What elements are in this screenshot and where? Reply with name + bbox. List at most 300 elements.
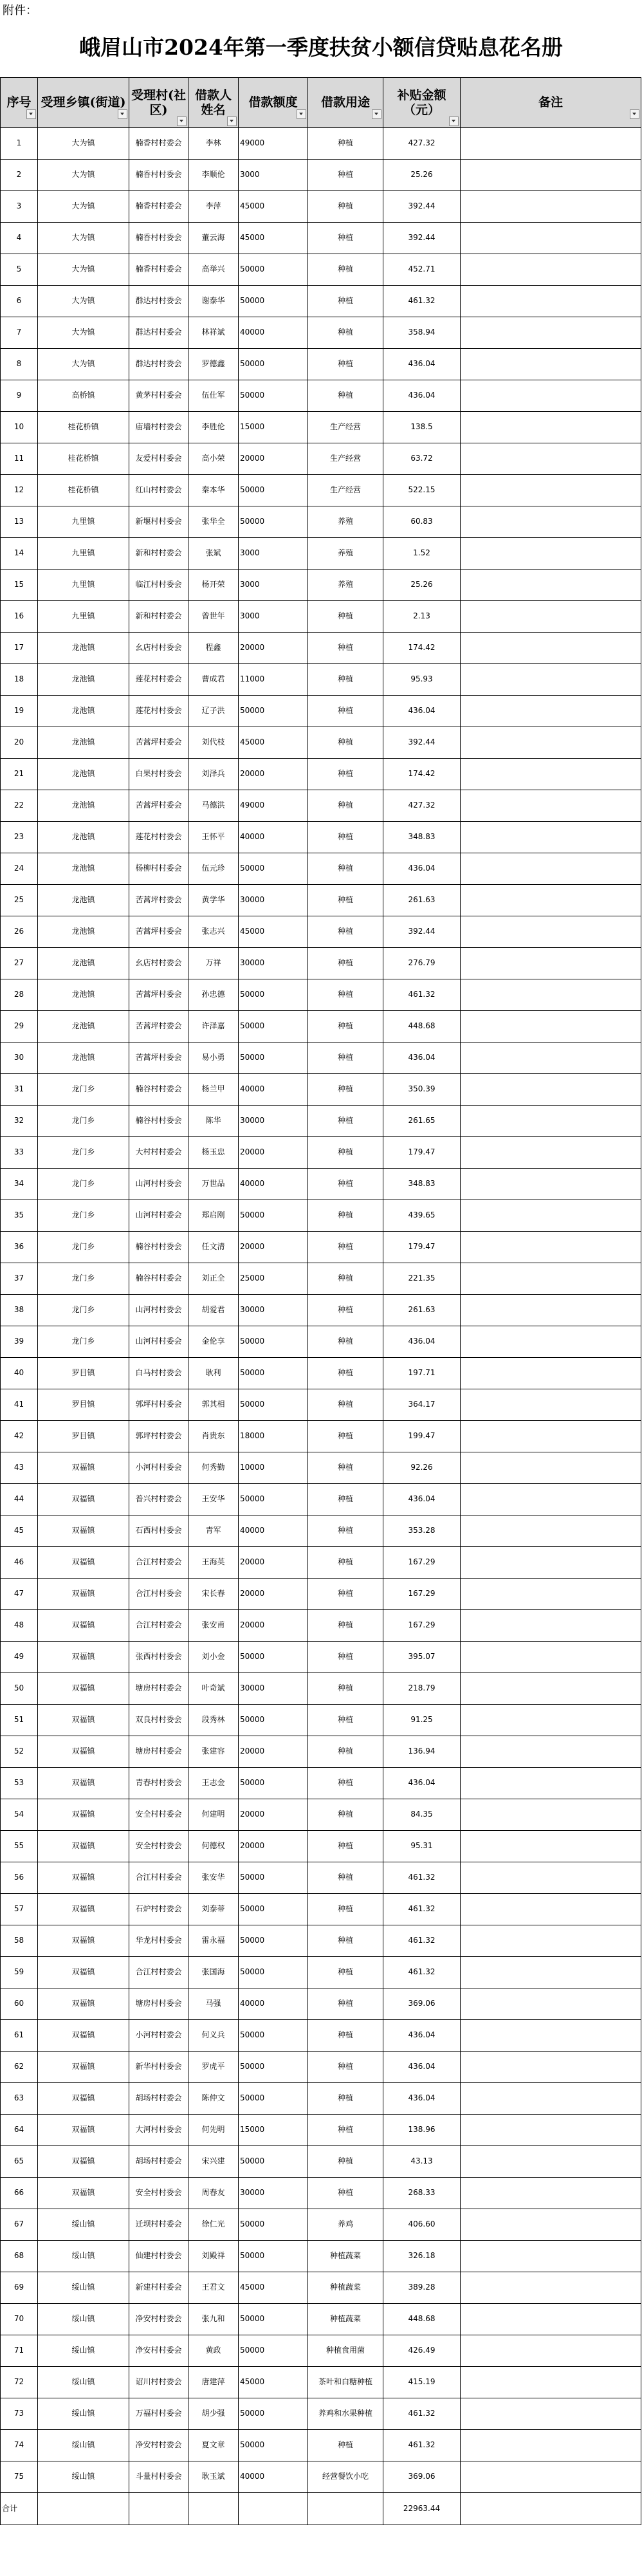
purpose-cell[interactable]: 种植: [308, 759, 383, 790]
loan-amount-cell[interactable]: 45000: [239, 727, 308, 759]
loan-amount-cell[interactable]: 18000: [239, 1421, 308, 1452]
seq-cell[interactable]: 65: [1, 2146, 38, 2178]
village-cell[interactable]: 胡场村村委会: [129, 2083, 188, 2115]
seq-cell[interactable]: 56: [1, 1862, 38, 1894]
purpose-cell[interactable]: 生产经营: [308, 443, 383, 475]
purpose-cell[interactable]: 种植: [308, 1074, 383, 1106]
remark-cell[interactable]: [461, 696, 641, 727]
loan-amount-cell[interactable]: 40000: [239, 317, 308, 349]
remark-cell[interactable]: [461, 1988, 641, 2020]
town-cell[interactable]: 桂花桥镇: [38, 443, 129, 475]
loan-amount-cell[interactable]: 50000: [239, 696, 308, 727]
remark-cell[interactable]: [461, 885, 641, 916]
borrower-name-cell[interactable]: 李顺伦: [188, 160, 239, 191]
town-cell[interactable]: 双福镇: [38, 2115, 129, 2146]
town-cell[interactable]: 绥山镇: [38, 2398, 129, 2430]
town-cell[interactable]: 龙门乡: [38, 1295, 129, 1326]
village-cell[interactable]: 合江村村委会: [129, 1547, 188, 1579]
subsidy-cell[interactable]: 392.44: [383, 916, 461, 948]
loan-amount-cell[interactable]: 50000: [239, 380, 308, 412]
seq-cell[interactable]: 53: [1, 1768, 38, 1799]
header-amount[interactable]: 借款额度: [239, 78, 308, 128]
subsidy-cell[interactable]: 138.5: [383, 412, 461, 443]
loan-amount-cell[interactable]: 40000: [239, 1169, 308, 1200]
village-cell[interactable]: 苦蒿坪村委会: [129, 979, 188, 1011]
borrower-name-cell[interactable]: 胡少强: [188, 2398, 239, 2430]
loan-amount-cell[interactable]: 3000: [239, 570, 308, 601]
seq-cell[interactable]: 64: [1, 2115, 38, 2146]
village-cell[interactable]: 仙建村村委会: [129, 2241, 188, 2272]
header-subsidy[interactable]: 补贴金额（元）: [383, 78, 461, 128]
village-cell[interactable]: 楠谷村村委会: [129, 1106, 188, 1137]
subsidy-cell[interactable]: 392.44: [383, 223, 461, 254]
borrower-name-cell[interactable]: 张志兴: [188, 916, 239, 948]
borrower-name-cell[interactable]: 许泽嘉: [188, 1011, 239, 1042]
town-cell[interactable]: 九里镇: [38, 538, 129, 570]
seq-cell[interactable]: 40: [1, 1358, 38, 1389]
village-cell[interactable]: 大村村村委会: [129, 1137, 188, 1169]
borrower-name-cell[interactable]: 张斌: [188, 538, 239, 570]
seq-cell[interactable]: 66: [1, 2178, 38, 2209]
remark-cell[interactable]: [461, 1957, 641, 1988]
borrower-name-cell[interactable]: 张华全: [188, 506, 239, 538]
remark-cell[interactable]: [461, 853, 641, 885]
subsidy-cell[interactable]: 461.32: [383, 2398, 461, 2430]
subsidy-cell[interactable]: 461.32: [383, 2430, 461, 2461]
loan-amount-cell[interactable]: 50000: [239, 2020, 308, 2052]
town-cell[interactable]: 九里镇: [38, 601, 129, 633]
purpose-cell[interactable]: 种植: [308, 1673, 383, 1705]
purpose-cell[interactable]: 种植: [308, 1579, 383, 1610]
borrower-name-cell[interactable]: 王安华: [188, 1484, 239, 1515]
seq-cell[interactable]: 47: [1, 1579, 38, 1610]
filter-dropdown-icon[interactable]: [118, 109, 127, 119]
seq-cell[interactable]: 3: [1, 191, 38, 223]
purpose-cell[interactable]: 种植: [308, 1705, 383, 1736]
village-cell[interactable]: 楠谷村村委会: [129, 1074, 188, 1106]
loan-amount-cell[interactable]: 30000: [239, 1295, 308, 1326]
town-cell[interactable]: 双福镇: [38, 1484, 129, 1515]
remark-cell[interactable]: [461, 538, 641, 570]
town-cell[interactable]: 龙池镇: [38, 664, 129, 696]
purpose-cell[interactable]: 种植: [308, 979, 383, 1011]
borrower-name-cell[interactable]: 马强: [188, 1988, 239, 2020]
borrower-name-cell[interactable]: 高小荣: [188, 443, 239, 475]
town-cell[interactable]: 罗目镇: [38, 1389, 129, 1421]
borrower-name-cell[interactable]: 肖贵东: [188, 1421, 239, 1452]
borrower-name-cell[interactable]: 雷永福: [188, 1925, 239, 1957]
seq-cell[interactable]: 48: [1, 1610, 38, 1642]
village-cell[interactable]: 普兴村村委会: [129, 1484, 188, 1515]
remark-cell[interactable]: [461, 1452, 641, 1484]
town-cell[interactable]: 大为镇: [38, 317, 129, 349]
subsidy-cell[interactable]: 461.32: [383, 286, 461, 317]
seq-cell[interactable]: 44: [1, 1484, 38, 1515]
village-cell[interactable]: 双良村村委会: [129, 1705, 188, 1736]
subsidy-cell[interactable]: 25.26: [383, 160, 461, 191]
loan-amount-cell[interactable]: 50000: [239, 979, 308, 1011]
remark-cell[interactable]: [461, 506, 641, 538]
purpose-cell[interactable]: 种植: [308, 380, 383, 412]
header-remark[interactable]: 备注: [461, 78, 641, 128]
purpose-cell[interactable]: 种植: [308, 633, 383, 664]
loan-amount-cell[interactable]: 25000: [239, 1263, 308, 1295]
purpose-cell[interactable]: 种植: [308, 160, 383, 191]
seq-cell[interactable]: 31: [1, 1074, 38, 1106]
remark-cell[interactable]: [461, 2367, 641, 2398]
town-cell[interactable]: 双福镇: [38, 1579, 129, 1610]
seq-cell[interactable]: 69: [1, 2272, 38, 2304]
purpose-cell[interactable]: 种植: [308, 1169, 383, 1200]
loan-amount-cell[interactable]: 20000: [239, 1736, 308, 1768]
purpose-cell[interactable]: 茶叶和白糖种植: [308, 2367, 383, 2398]
seq-cell[interactable]: 51: [1, 1705, 38, 1736]
borrower-name-cell[interactable]: 何义兵: [188, 2020, 239, 2052]
town-cell[interactable]: 绥山镇: [38, 2241, 129, 2272]
borrower-name-cell[interactable]: 曾世年: [188, 601, 239, 633]
village-cell[interactable]: 郭坪村村委会: [129, 1389, 188, 1421]
seq-cell[interactable]: 73: [1, 2398, 38, 2430]
remark-cell[interactable]: [461, 1326, 641, 1358]
subsidy-cell[interactable]: 461.32: [383, 1862, 461, 1894]
town-cell[interactable]: 双福镇: [38, 1705, 129, 1736]
loan-amount-cell[interactable]: 20000: [239, 1610, 308, 1642]
loan-amount-cell[interactable]: 50000: [239, 2335, 308, 2367]
remark-cell[interactable]: [461, 664, 641, 696]
town-cell[interactable]: 大为镇: [38, 349, 129, 380]
loan-amount-cell[interactable]: 50000: [239, 2146, 308, 2178]
seq-cell[interactable]: 2: [1, 160, 38, 191]
town-cell[interactable]: 双福镇: [38, 1673, 129, 1705]
subsidy-cell[interactable]: 261.65: [383, 1106, 461, 1137]
loan-amount-cell[interactable]: 40000: [239, 1074, 308, 1106]
loan-amount-cell[interactable]: 50000: [239, 2083, 308, 2115]
subsidy-cell[interactable]: 91.25: [383, 1705, 461, 1736]
town-cell[interactable]: 龙池镇: [38, 1011, 129, 1042]
loan-amount-cell[interactable]: 49000: [239, 790, 308, 822]
town-cell[interactable]: 双福镇: [38, 1862, 129, 1894]
subsidy-cell[interactable]: 436.04: [383, 696, 461, 727]
borrower-name-cell[interactable]: 李萍: [188, 191, 239, 223]
village-cell[interactable]: 新和村村委会: [129, 538, 188, 570]
village-cell[interactable]: 张西村村委会: [129, 1642, 188, 1673]
borrower-name-cell[interactable]: 段秀林: [188, 1705, 239, 1736]
remark-cell[interactable]: [461, 601, 641, 633]
subsidy-cell[interactable]: 358.94: [383, 317, 461, 349]
village-cell[interactable]: 楠谷村村委会: [129, 1232, 188, 1263]
seq-cell[interactable]: 4: [1, 223, 38, 254]
subsidy-cell[interactable]: 174.42: [383, 633, 461, 664]
loan-amount-cell[interactable]: 20000: [239, 633, 308, 664]
purpose-cell[interactable]: 种植: [308, 2115, 383, 2146]
borrower-name-cell[interactable]: 刘泰蒂: [188, 1894, 239, 1925]
purpose-cell[interactable]: 养殖: [308, 538, 383, 570]
town-cell[interactable]: 绥山镇: [38, 2367, 129, 2398]
loan-amount-cell[interactable]: 20000: [239, 1799, 308, 1831]
borrower-name-cell[interactable]: 王志金: [188, 1768, 239, 1799]
purpose-cell[interactable]: 种植: [308, 1232, 383, 1263]
borrower-name-cell[interactable]: 刘泽兵: [188, 759, 239, 790]
purpose-cell[interactable]: 种植: [308, 2020, 383, 2052]
village-cell[interactable]: 苦蒿坪村委会: [129, 916, 188, 948]
subsidy-cell[interactable]: 197.71: [383, 1358, 461, 1389]
town-cell[interactable]: 龙池镇: [38, 633, 129, 664]
loan-amount-cell[interactable]: 45000: [239, 191, 308, 223]
borrower-name-cell[interactable]: 董云海: [188, 223, 239, 254]
subsidy-cell[interactable]: 326.18: [383, 2241, 461, 2272]
borrower-name-cell[interactable]: 谢泰华: [188, 286, 239, 317]
town-cell[interactable]: 绥山镇: [38, 2461, 129, 2493]
town-cell[interactable]: 龙池镇: [38, 885, 129, 916]
village-cell[interactable]: 白果村村委会: [129, 759, 188, 790]
subsidy-cell[interactable]: 60.83: [383, 506, 461, 538]
village-cell[interactable]: 石炉村村委会: [129, 1894, 188, 1925]
subsidy-cell[interactable]: 369.06: [383, 1988, 461, 2020]
borrower-name-cell[interactable]: 罗德鑫: [188, 349, 239, 380]
remark-cell[interactable]: [461, 475, 641, 506]
village-cell[interactable]: 胡场村村委会: [129, 2146, 188, 2178]
seq-cell[interactable]: 33: [1, 1137, 38, 1169]
purpose-cell[interactable]: 种植: [308, 1988, 383, 2020]
remark-cell[interactable]: [461, 570, 641, 601]
remark-cell[interactable]: [461, 191, 641, 223]
subsidy-cell[interactable]: 353.28: [383, 1515, 461, 1547]
seq-cell[interactable]: 45: [1, 1515, 38, 1547]
town-cell[interactable]: 高桥镇: [38, 380, 129, 412]
filter-dropdown-icon[interactable]: [449, 116, 459, 126]
borrower-name-cell[interactable]: 任文清: [188, 1232, 239, 1263]
seq-cell[interactable]: 50: [1, 1673, 38, 1705]
village-cell[interactable]: 友爱村村委会: [129, 443, 188, 475]
loan-amount-cell[interactable]: 50000: [239, 1200, 308, 1232]
borrower-name-cell[interactable]: 刘殿祥: [188, 2241, 239, 2272]
subsidy-cell[interactable]: 167.29: [383, 1579, 461, 1610]
seq-cell[interactable]: 27: [1, 948, 38, 979]
subsidy-cell[interactable]: 436.04: [383, 1042, 461, 1074]
subsidy-cell[interactable]: 436.04: [383, 2083, 461, 2115]
seq-cell[interactable]: 57: [1, 1894, 38, 1925]
remark-cell[interactable]: [461, 1484, 641, 1515]
town-cell[interactable]: 龙门乡: [38, 1232, 129, 1263]
town-cell[interactable]: 龙门乡: [38, 1326, 129, 1358]
borrower-name-cell[interactable]: 李胜伦: [188, 412, 239, 443]
seq-cell[interactable]: 70: [1, 2304, 38, 2335]
town-cell[interactable]: 双福镇: [38, 1515, 129, 1547]
remark-cell[interactable]: [461, 1642, 641, 1673]
village-cell[interactable]: 楠香村村委会: [129, 254, 188, 286]
filter-dropdown-icon[interactable]: [177, 116, 187, 126]
purpose-cell[interactable]: 种植: [308, 286, 383, 317]
village-cell[interactable]: 山河村村委会: [129, 1295, 188, 1326]
town-cell[interactable]: 龙门乡: [38, 1106, 129, 1137]
purpose-cell[interactable]: 种植: [308, 1894, 383, 1925]
seq-cell[interactable]: 20: [1, 727, 38, 759]
purpose-cell[interactable]: 种植: [308, 1642, 383, 1673]
subsidy-cell[interactable]: 461.32: [383, 979, 461, 1011]
village-cell[interactable]: 净安村村委会: [129, 2304, 188, 2335]
purpose-cell[interactable]: 种植: [308, 885, 383, 916]
borrower-name-cell[interactable]: 张安甫: [188, 1610, 239, 1642]
loan-amount-cell[interactable]: 3000: [239, 601, 308, 633]
seq-cell[interactable]: 23: [1, 822, 38, 853]
remark-cell[interactable]: [461, 1074, 641, 1106]
subsidy-cell[interactable]: 218.79: [383, 1673, 461, 1705]
seq-cell[interactable]: 61: [1, 2020, 38, 2052]
loan-amount-cell[interactable]: 20000: [239, 1831, 308, 1862]
loan-amount-cell[interactable]: 30000: [239, 948, 308, 979]
purpose-cell[interactable]: 种植蔬菜: [308, 2272, 383, 2304]
village-cell[interactable]: 塘房村村委会: [129, 1736, 188, 1768]
remark-cell[interactable]: [461, 1011, 641, 1042]
loan-amount-cell[interactable]: 20000: [239, 443, 308, 475]
town-cell[interactable]: 大为镇: [38, 191, 129, 223]
borrower-name-cell[interactable]: 陈仲文: [188, 2083, 239, 2115]
loan-amount-cell[interactable]: 50000: [239, 1326, 308, 1358]
village-cell[interactable]: 庙墙村村委会: [129, 412, 188, 443]
remark-cell[interactable]: [461, 1106, 641, 1137]
remark-cell[interactable]: [461, 1515, 641, 1547]
loan-amount-cell[interactable]: 50000: [239, 2304, 308, 2335]
remark-cell[interactable]: [461, 1862, 641, 1894]
subsidy-cell[interactable]: 389.28: [383, 2272, 461, 2304]
town-cell[interactable]: 桂花桥镇: [38, 412, 129, 443]
subsidy-cell[interactable]: 92.26: [383, 1452, 461, 1484]
village-cell[interactable]: 万福村村委会: [129, 2398, 188, 2430]
remark-cell[interactable]: [461, 2052, 641, 2083]
town-cell[interactable]: 龙门乡: [38, 1263, 129, 1295]
remark-cell[interactable]: [461, 727, 641, 759]
loan-amount-cell[interactable]: 20000: [239, 1579, 308, 1610]
purpose-cell[interactable]: 种植: [308, 1957, 383, 1988]
remark-cell[interactable]: [461, 1673, 641, 1705]
header-village[interactable]: 受理村(社区): [129, 78, 188, 128]
subsidy-cell[interactable]: 436.04: [383, 380, 461, 412]
loan-amount-cell[interactable]: 20000: [239, 759, 308, 790]
village-cell[interactable]: 山河村村委会: [129, 1326, 188, 1358]
village-cell[interactable]: 莲花村村委会: [129, 664, 188, 696]
subsidy-cell[interactable]: 261.63: [383, 885, 461, 916]
purpose-cell[interactable]: 种植: [308, 1547, 383, 1579]
seq-cell[interactable]: 30: [1, 1042, 38, 1074]
seq-cell[interactable]: 16: [1, 601, 38, 633]
town-cell[interactable]: 龙池镇: [38, 696, 129, 727]
town-cell[interactable]: 双福镇: [38, 1894, 129, 1925]
village-cell[interactable]: 白马村村委会: [129, 1358, 188, 1389]
remark-cell[interactable]: [461, 1799, 641, 1831]
village-cell[interactable]: 合江村村委会: [129, 1579, 188, 1610]
subsidy-cell[interactable]: 136.94: [383, 1736, 461, 1768]
loan-amount-cell[interactable]: 30000: [239, 2178, 308, 2209]
subsidy-cell[interactable]: 350.39: [383, 1074, 461, 1106]
loan-amount-cell[interactable]: 50000: [239, 1358, 308, 1389]
loan-amount-cell[interactable]: 3000: [239, 538, 308, 570]
subsidy-cell[interactable]: 436.04: [383, 2052, 461, 2083]
seq-cell[interactable]: 58: [1, 1925, 38, 1957]
village-cell[interactable]: 楠香村村委会: [129, 160, 188, 191]
village-cell[interactable]: 新华村村委会: [129, 2052, 188, 2083]
village-cell[interactable]: 楠香村村委会: [129, 191, 188, 223]
subsidy-cell[interactable]: 461.32: [383, 1894, 461, 1925]
subsidy-cell[interactable]: 174.42: [383, 759, 461, 790]
subsidy-cell[interactable]: 221.35: [383, 1263, 461, 1295]
town-cell[interactable]: 绥山镇: [38, 2335, 129, 2367]
seq-cell[interactable]: 25: [1, 885, 38, 916]
seq-cell[interactable]: 26: [1, 916, 38, 948]
subsidy-cell[interactable]: 448.68: [383, 1011, 461, 1042]
loan-amount-cell[interactable]: 30000: [239, 1673, 308, 1705]
subsidy-cell[interactable]: 436.04: [383, 2020, 461, 2052]
village-cell[interactable]: 幺店村村委会: [129, 948, 188, 979]
village-cell[interactable]: 苦蒿坪村委会: [129, 885, 188, 916]
subsidy-cell[interactable]: 439.65: [383, 1200, 461, 1232]
borrower-name-cell[interactable]: 夏文章: [188, 2430, 239, 2461]
remark-cell[interactable]: [461, 128, 641, 160]
town-cell[interactable]: 双福镇: [38, 2178, 129, 2209]
village-cell[interactable]: 楠香村村委会: [129, 128, 188, 160]
loan-amount-cell[interactable]: 40000: [239, 2461, 308, 2493]
subsidy-cell[interactable]: 426.49: [383, 2335, 461, 2367]
purpose-cell[interactable]: 生产经营: [308, 412, 383, 443]
borrower-name-cell[interactable]: 宋长春: [188, 1579, 239, 1610]
loan-amount-cell[interactable]: 50000: [239, 475, 308, 506]
subsidy-cell[interactable]: 415.19: [383, 2367, 461, 2398]
loan-amount-cell[interactable]: 20000: [239, 1137, 308, 1169]
village-cell[interactable]: 苦蒿坪村委会: [129, 790, 188, 822]
purpose-cell[interactable]: 种植: [308, 1484, 383, 1515]
total-subsidy[interactable]: 22963.44: [383, 2493, 461, 2525]
village-cell[interactable]: 塘房村村委会: [129, 1673, 188, 1705]
subsidy-cell[interactable]: 199.47: [383, 1421, 461, 1452]
remark-cell[interactable]: [461, 2083, 641, 2115]
loan-amount-cell[interactable]: 50000: [239, 2052, 308, 2083]
borrower-name-cell[interactable]: 何建明: [188, 1799, 239, 1831]
town-cell[interactable]: 龙池镇: [38, 727, 129, 759]
loan-amount-cell[interactable]: 11000: [239, 664, 308, 696]
remark-cell[interactable]: [461, 633, 641, 664]
remark-cell[interactable]: [461, 317, 641, 349]
village-cell[interactable]: 大河村村委会: [129, 2115, 188, 2146]
village-cell[interactable]: 苦蒿坪村委会: [129, 727, 188, 759]
purpose-cell[interactable]: 种植: [308, 822, 383, 853]
subsidy-cell[interactable]: 167.29: [383, 1610, 461, 1642]
remark-cell[interactable]: [461, 2398, 641, 2430]
purpose-cell[interactable]: 种植: [308, 1421, 383, 1452]
borrower-name-cell[interactable]: 刘正全: [188, 1263, 239, 1295]
purpose-cell[interactable]: 经营餐饮小吃: [308, 2461, 383, 2493]
loan-amount-cell[interactable]: 40000: [239, 1515, 308, 1547]
village-cell[interactable]: 小河村村委会: [129, 2020, 188, 2052]
village-cell[interactable]: 新和村村委会: [129, 601, 188, 633]
subsidy-cell[interactable]: 436.04: [383, 1768, 461, 1799]
subsidy-cell[interactable]: 461.32: [383, 1925, 461, 1957]
seq-cell[interactable]: 35: [1, 1200, 38, 1232]
loan-amount-cell[interactable]: 50000: [239, 1957, 308, 1988]
seq-cell[interactable]: 59: [1, 1957, 38, 1988]
seq-cell[interactable]: 41: [1, 1389, 38, 1421]
loan-amount-cell[interactable]: 50000: [239, 1768, 308, 1799]
remark-cell[interactable]: [461, 160, 641, 191]
village-cell[interactable]: 苦蒿坪村委会: [129, 1011, 188, 1042]
purpose-cell[interactable]: 种植: [308, 1042, 383, 1074]
borrower-name-cell[interactable]: 万世品: [188, 1169, 239, 1200]
borrower-name-cell[interactable]: 徐仁光: [188, 2209, 239, 2241]
town-cell[interactable]: 绥山镇: [38, 2272, 129, 2304]
borrower-name-cell[interactable]: 张国海: [188, 1957, 239, 1988]
seq-cell[interactable]: 34: [1, 1169, 38, 1200]
loan-amount-cell[interactable]: 50000: [239, 1862, 308, 1894]
subsidy-cell[interactable]: 348.83: [383, 822, 461, 853]
town-cell[interactable]: 龙门乡: [38, 1200, 129, 1232]
